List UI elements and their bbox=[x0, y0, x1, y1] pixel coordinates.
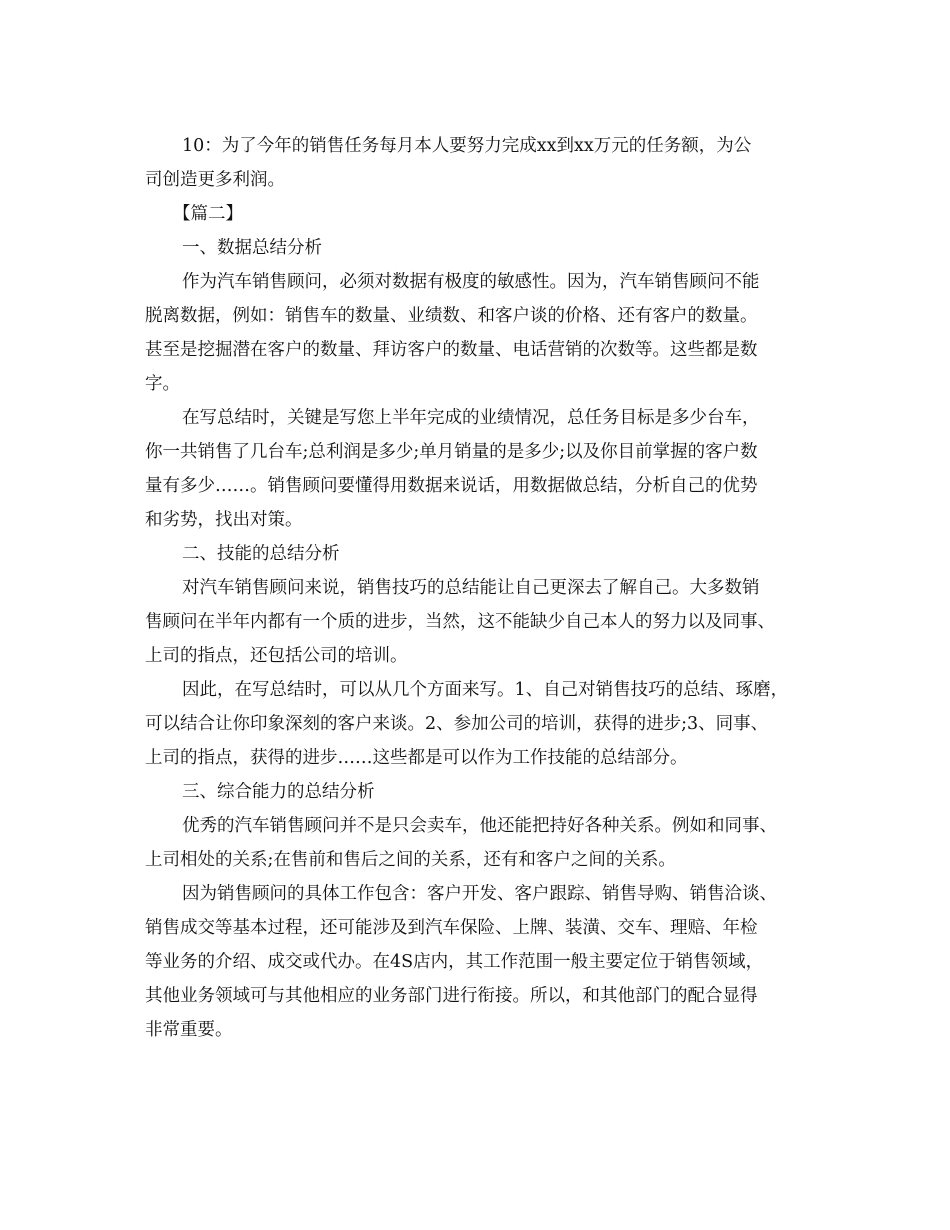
section-heading: 二、技能的总结分析 bbox=[182, 544, 340, 564]
section-heading: 三、综合能力的总结分析 bbox=[182, 782, 375, 802]
paragraph-line: 作为汽车销售顾问，必须对数据有极度的敏感性。因为，汽车销售顾问不能 bbox=[182, 272, 760, 292]
paragraph bbox=[145, 809, 815, 877]
section-heading: 一、数据总结分析 bbox=[182, 238, 322, 258]
paragraph-line: 你一共销售了几台车;总利润是多少;单月销量的是多少;以及你目前掌握的客户数 bbox=[145, 442, 758, 462]
paragraph-line: 对汽车销售顾问来说，销售技巧的总结能让自己更深去了解自己。大多数销 bbox=[182, 578, 760, 598]
part-heading: 【篇二】 bbox=[173, 204, 243, 224]
paragraph-line: 和劣势，找出对策。 bbox=[145, 510, 303, 530]
paragraph bbox=[145, 571, 815, 673]
paragraph bbox=[145, 129, 815, 197]
paragraph-line: 脱离数据，例如：销售车的数量、业绩数、和客户谈的价格、还有客户的数量。 bbox=[145, 306, 758, 326]
paragraph-line: 上司相处的关系;在售前和售后之间的关系，还有和客户之间的关系。 bbox=[145, 850, 676, 870]
paragraph-line: 司创造更多利润。 bbox=[145, 170, 285, 190]
paragraph-line: 售顾问在半年内都有一个质的进步，当然，这不能缺少自己本人的努力以及同事、 bbox=[145, 612, 775, 632]
paragraph-line: 上司的指点，还包括公司的培训。 bbox=[145, 646, 408, 666]
paragraph-line: 字。 bbox=[145, 374, 180, 394]
paragraph-line: 可以结合让你印象深刻的客户来谈。2、参加公司的培训，获得的进步;3、同事、 bbox=[145, 714, 769, 734]
paragraph-line: 因此，在写总结时，可以从几个方面来写。1、自己对销售技巧的总结、琢磨， bbox=[182, 680, 789, 700]
paragraph-line: 10：为了今年的销售任务每月本人要努力完成xx到xx万元的任务额，为公 bbox=[182, 136, 752, 156]
paragraph-line: 上司的指点，获得的进步……这些都是可以作为工作技能的总结部分。 bbox=[145, 748, 688, 768]
paragraph bbox=[145, 877, 815, 1047]
paragraph-line: 等业务的介绍、成交或代办。在4S店内，其工作范围一般主要定位于销售领域， bbox=[145, 952, 764, 972]
paragraph-line: 在写总结时，关键是写您上半年完成的业绩情况，总任务目标是多少台车， bbox=[182, 408, 760, 428]
paragraph-line: 其他业务领域可与其他相应的业务部门进行衔接。所以，和其他部门的配合显得 bbox=[145, 986, 758, 1006]
paragraph-line: 优秀的汽车销售顾问并不是只会卖车，他还能把持好各种关系。例如和同事、 bbox=[182, 816, 777, 836]
paragraph bbox=[145, 401, 815, 537]
paragraph bbox=[145, 673, 815, 775]
paragraph-line: 销售成交等基本过程，还可能涉及到汽车保险、上牌、装潢、交车、理赔、年检 bbox=[145, 918, 758, 938]
paragraph-line: 因为销售顾问的具体工作包含：客户开发、客户跟踪、销售导购、销售洽谈、 bbox=[182, 884, 777, 904]
paragraph-line: 甚至是挖掘潜在客户的数量、拜访客户的数量、电话营销的次数等。这些都是数 bbox=[145, 340, 758, 360]
paragraph-line: 量有多少……。销售顾问要懂得用数据来说话，用数据做总结，分析自己的优势 bbox=[145, 476, 758, 496]
document-body bbox=[145, 129, 815, 1047]
paragraph bbox=[145, 265, 815, 401]
paragraph-line: 非常重要。 bbox=[145, 1020, 233, 1040]
